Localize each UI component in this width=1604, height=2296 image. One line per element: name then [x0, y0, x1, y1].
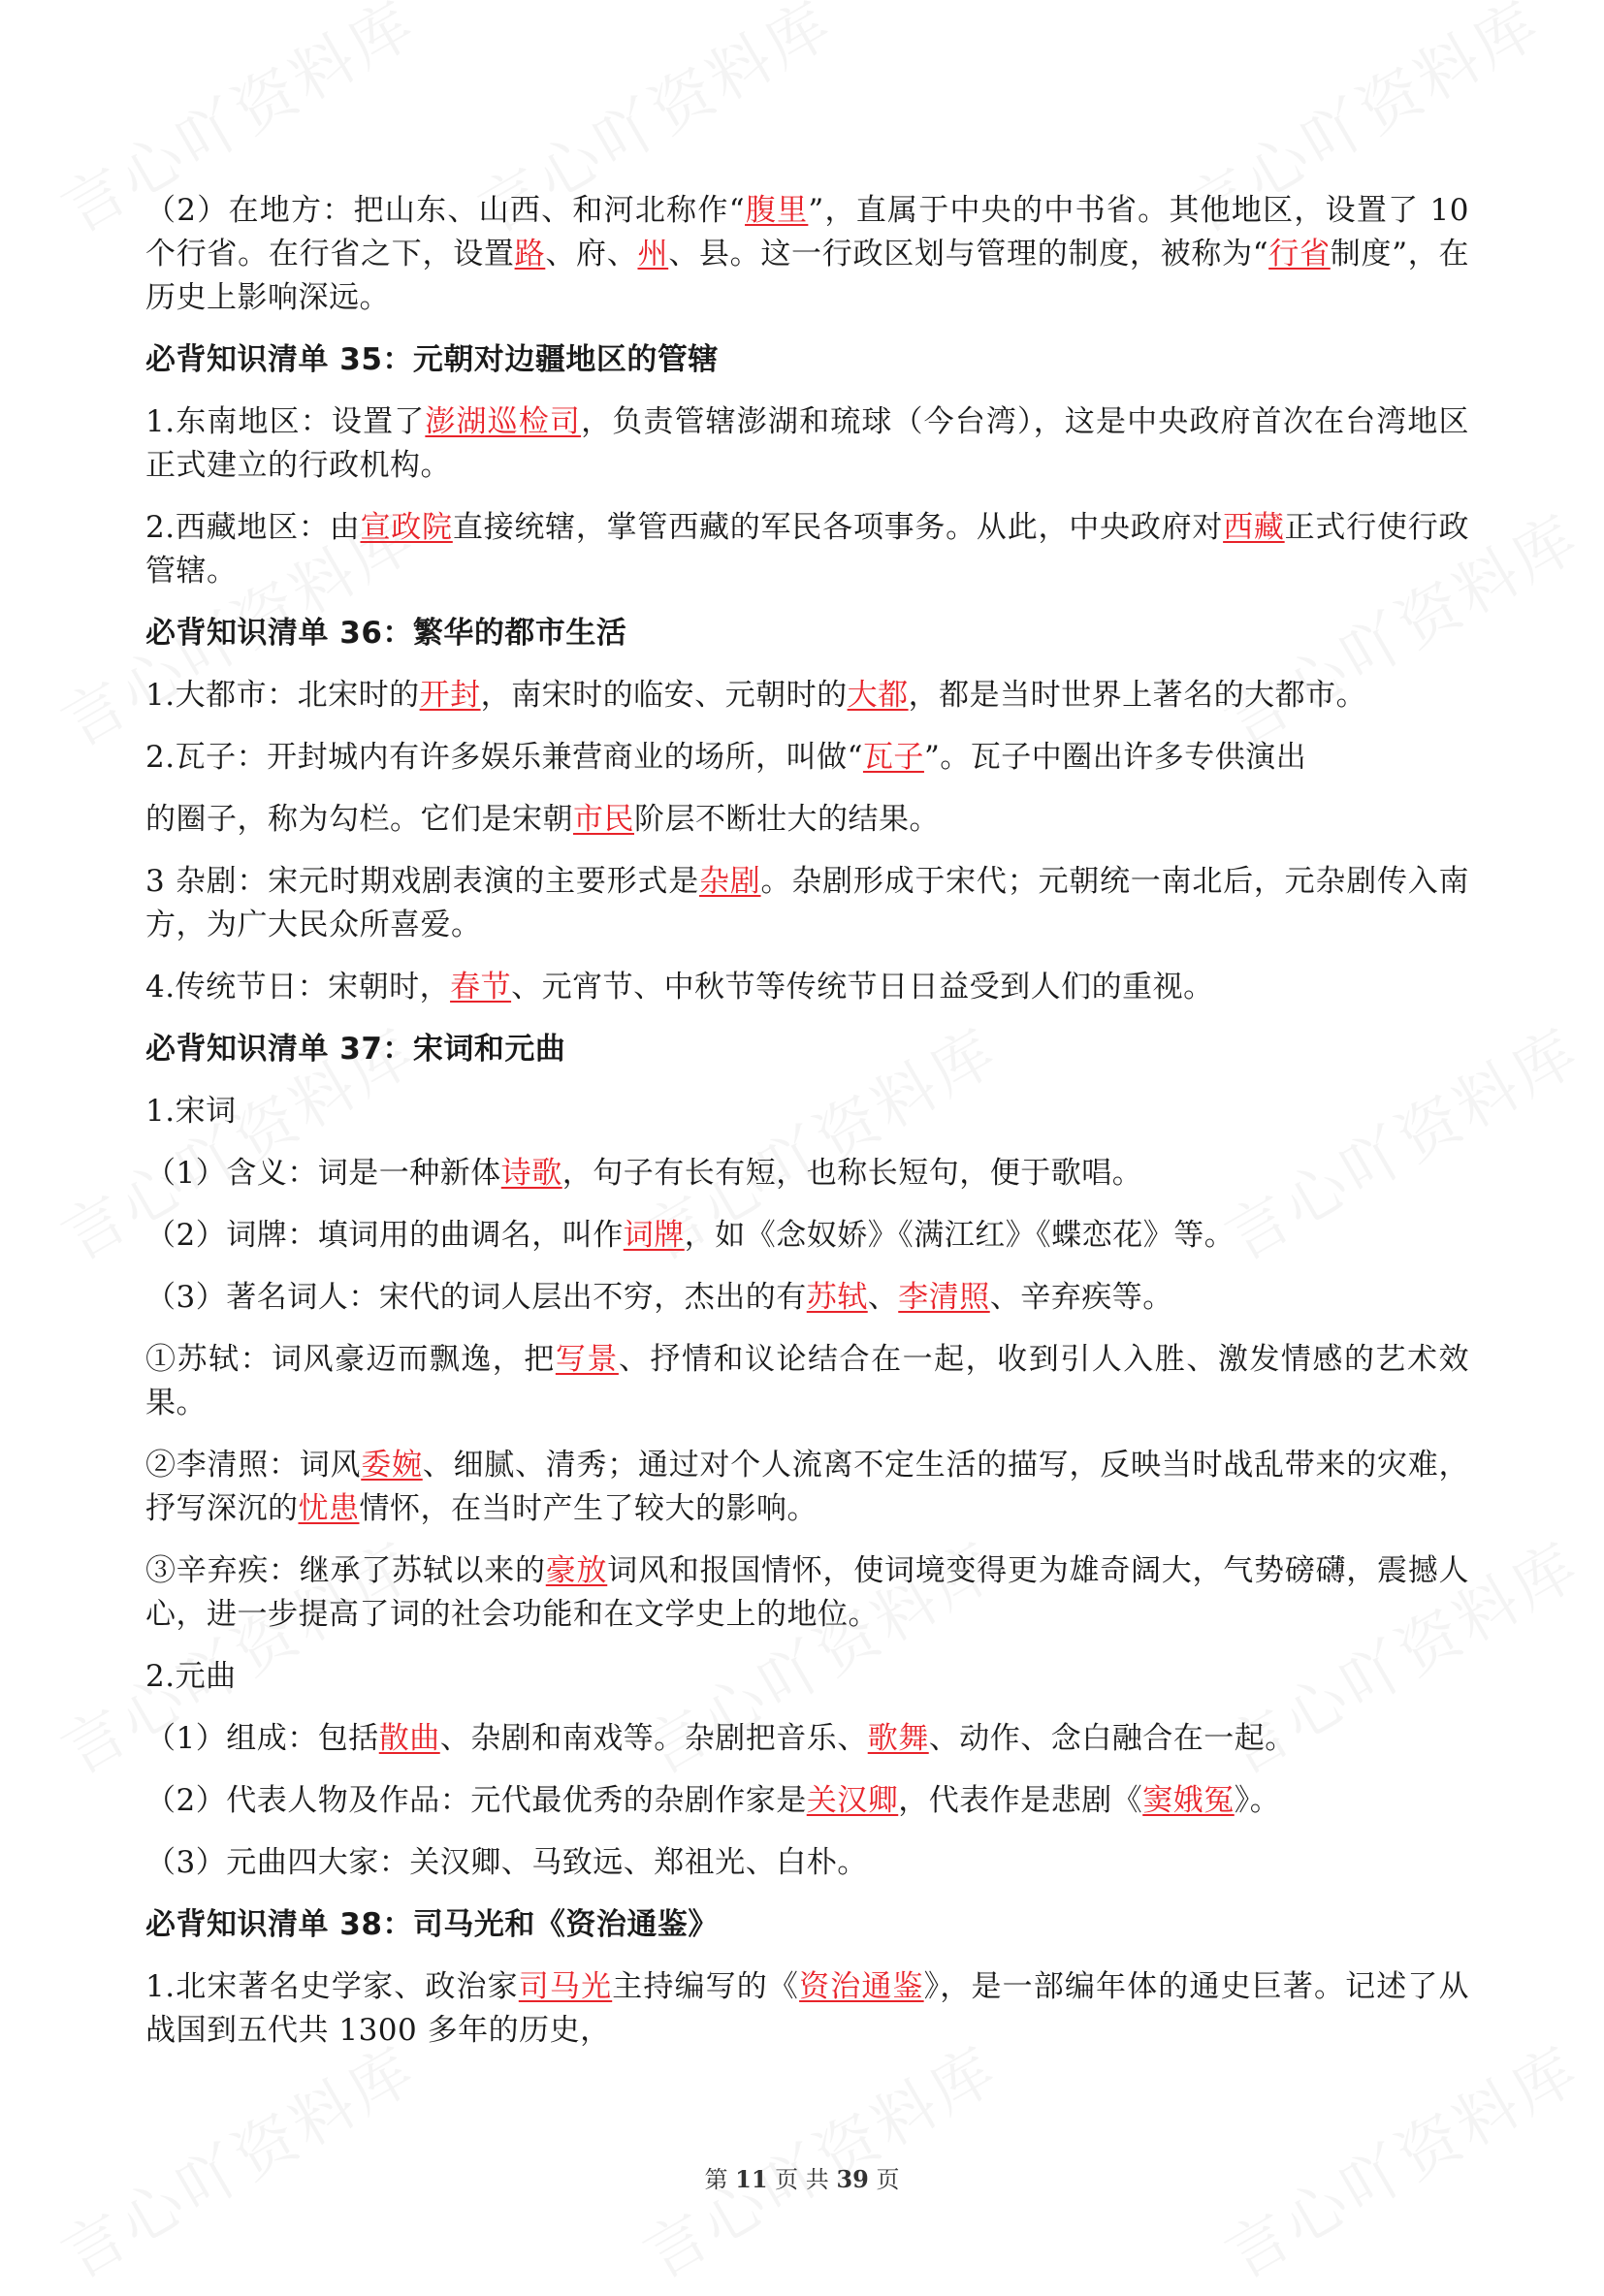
paragraph-tibet: 2.西藏地区：由宣政院直接统辖，掌管西藏的军民各项事务。从此，中央政府对西藏正式行使行政管辖。 [145, 510, 1470, 589]
key-term: 澎湖巡检司 [425, 404, 582, 439]
key-term: 市民 [573, 802, 634, 837]
key-term: 忧患 [298, 1491, 360, 1526]
paragraph-zaju: 3 杂剧：宋元时期戏剧表演的主要形式是杂剧。杂剧形成于宋代；元朝统一南北后，元杂剧传入南方，为广大民众所喜爱。 [145, 864, 1470, 942]
total-page-number: 39 [836, 2165, 869, 2193]
key-term: 诗歌 [500, 1156, 562, 1191]
paragraph-ci-meaning: （1）含义：词是一种新体诗歌，句子有长有短，也称长短句，便于歌唱。 [145, 1156, 1143, 1191]
key-term: 关汉卿 [806, 1783, 899, 1818]
paragraph-qu-representative: （2）代表人物及作品：元代最优秀的杂剧作家是关汉卿，代表作是悲剧《窦娥冤》。 [145, 1783, 1281, 1818]
key-term: 瓦子 [862, 740, 924, 775]
key-term: 写景 [555, 1342, 619, 1377]
page-footer: 第 11 页 共 39 页 [704, 2165, 900, 2193]
key-term: 苏轼 [806, 1280, 868, 1315]
paragraph-sushi: ①苏轼：词风豪迈而飘逸，把写景、抒情和议论结合在一起，收到引人入胜、激发情感的艺术效果。 [145, 1342, 1470, 1420]
key-term: 词牌 [623, 1218, 685, 1253]
paragraph-festivals: 4.传统节日：宋朝时，春节、元宵节、中秋节等传统节日日益受到人们的重视。 [145, 970, 1214, 1004]
section-heading-38: 必背知识清单 38：司马光和《资治通鉴》 [145, 1907, 719, 1942]
key-term: 散曲 [378, 1721, 440, 1756]
paragraph-metropolis: 1.大都市：北宋时的开封，南宋时的临安、元朝时的大都，都是当时世界上著名的大都市。 [145, 678, 1367, 713]
key-term: 行省 [1268, 237, 1331, 271]
key-term: 司马光 [518, 1969, 613, 2004]
paragraph-goulan: 的圈子，称为勾栏。它们是宋朝市民阶层不断壮大的结果。 [145, 802, 940, 837]
key-term: 杂剧 [698, 864, 761, 899]
paragraph-qu-composition: （1）组成：包括散曲、杂剧和南戏等。杂剧把音乐、歌舞、动作、念白融合在一起。 [145, 1721, 1296, 1756]
paragraph-zizhitongjian: 1.北宋著名史学家、政治家司马光主持编写的《资治通鉴》，是一部编年体的通史巨著。记述了从战国到五代共 1300 多年的历史， [145, 1969, 1470, 2048]
section-heading-35: 必背知识清单 35：元朝对边疆地区的管辖 [145, 342, 719, 377]
subheading-yuanqu: 2.元曲 [145, 1659, 237, 1694]
paragraph-local-admin: （2）在地方：把山东、山西、和河北称作“腹里”，直属于中央的中书省。其他地区，设置了 10 个行省。在行省之下，设置路、府、州、县。这一行政区划与管理的制度，被称为“行省制度”，在历史上影响深远。 [145, 193, 1470, 315]
key-term: 豪放 [545, 1553, 608, 1588]
key-term: 春节 [450, 970, 512, 1004]
key-term: 西藏 [1223, 510, 1285, 545]
section-heading-36: 必背知识清单 36：繁华的都市生活 [145, 616, 627, 651]
section-heading-37: 必背知识清单 37：宋词和元曲 [145, 1032, 566, 1067]
key-term: 路 [514, 237, 546, 271]
paragraph-xinqiji: ③辛弃疾：继承了苏轼以来的豪放词风和报国情怀，使词境变得更为雄奇阔大，气势磅礴，震撼人心，进一步提高了词的社会功能和在文学史上的地位。 [145, 1553, 1469, 1632]
current-page-number: 11 [735, 2165, 768, 2193]
paragraph-liqingzhao: ②李清照：词风委婉、细腻、清秀；通过对个人流离不定生活的描写，反映当时战乱带来的灾难，抒写深沉的忧患情怀，在当时产生了较大的影响。 [145, 1448, 1469, 1526]
key-term: 开封 [419, 678, 481, 713]
key-term: 歌舞 [867, 1721, 929, 1756]
key-term: 大都 [847, 678, 909, 713]
key-term: 宣政院 [360, 510, 453, 545]
key-term: 李清照 [898, 1280, 990, 1315]
key-term: 委婉 [361, 1448, 423, 1483]
key-term: 腹里 [745, 193, 809, 228]
key-term: 窦娥冤 [1142, 1783, 1235, 1818]
paragraph-wazi: 2.瓦子：开封城内有许多娱乐兼营商业的场所，叫做“瓦子”。瓦子中圈出许多专供演出 [145, 740, 1307, 775]
key-term: 资治通鉴 [799, 1969, 924, 2004]
paragraph-qu-masters: （3）元曲四大家：关汉卿、马致远、郑祖光、白朴。 [145, 1845, 868, 1880]
key-term: 州 [637, 237, 669, 271]
page-content [145, 189, 1469, 2071]
paragraph-poets: （3）著名词人：宋代的词人层出不穷，杰出的有苏轼、李清照、辛弃疾等。 [145, 1280, 1173, 1315]
subheading-songci: 1.宋词 [145, 1094, 237, 1129]
paragraph-cipai: （2）词牌：填词用的曲调名，叫作词牌，如《念奴娇》《满江红》《蝶恋花》等。 [145, 1218, 1235, 1253]
paragraph-southeast: 1.东南地区：设置了澎湖巡检司，负责管辖澎湖和琉球（今台湾），这是中央政府首次在台湾地区正式建立的行政机构。 [145, 404, 1470, 483]
